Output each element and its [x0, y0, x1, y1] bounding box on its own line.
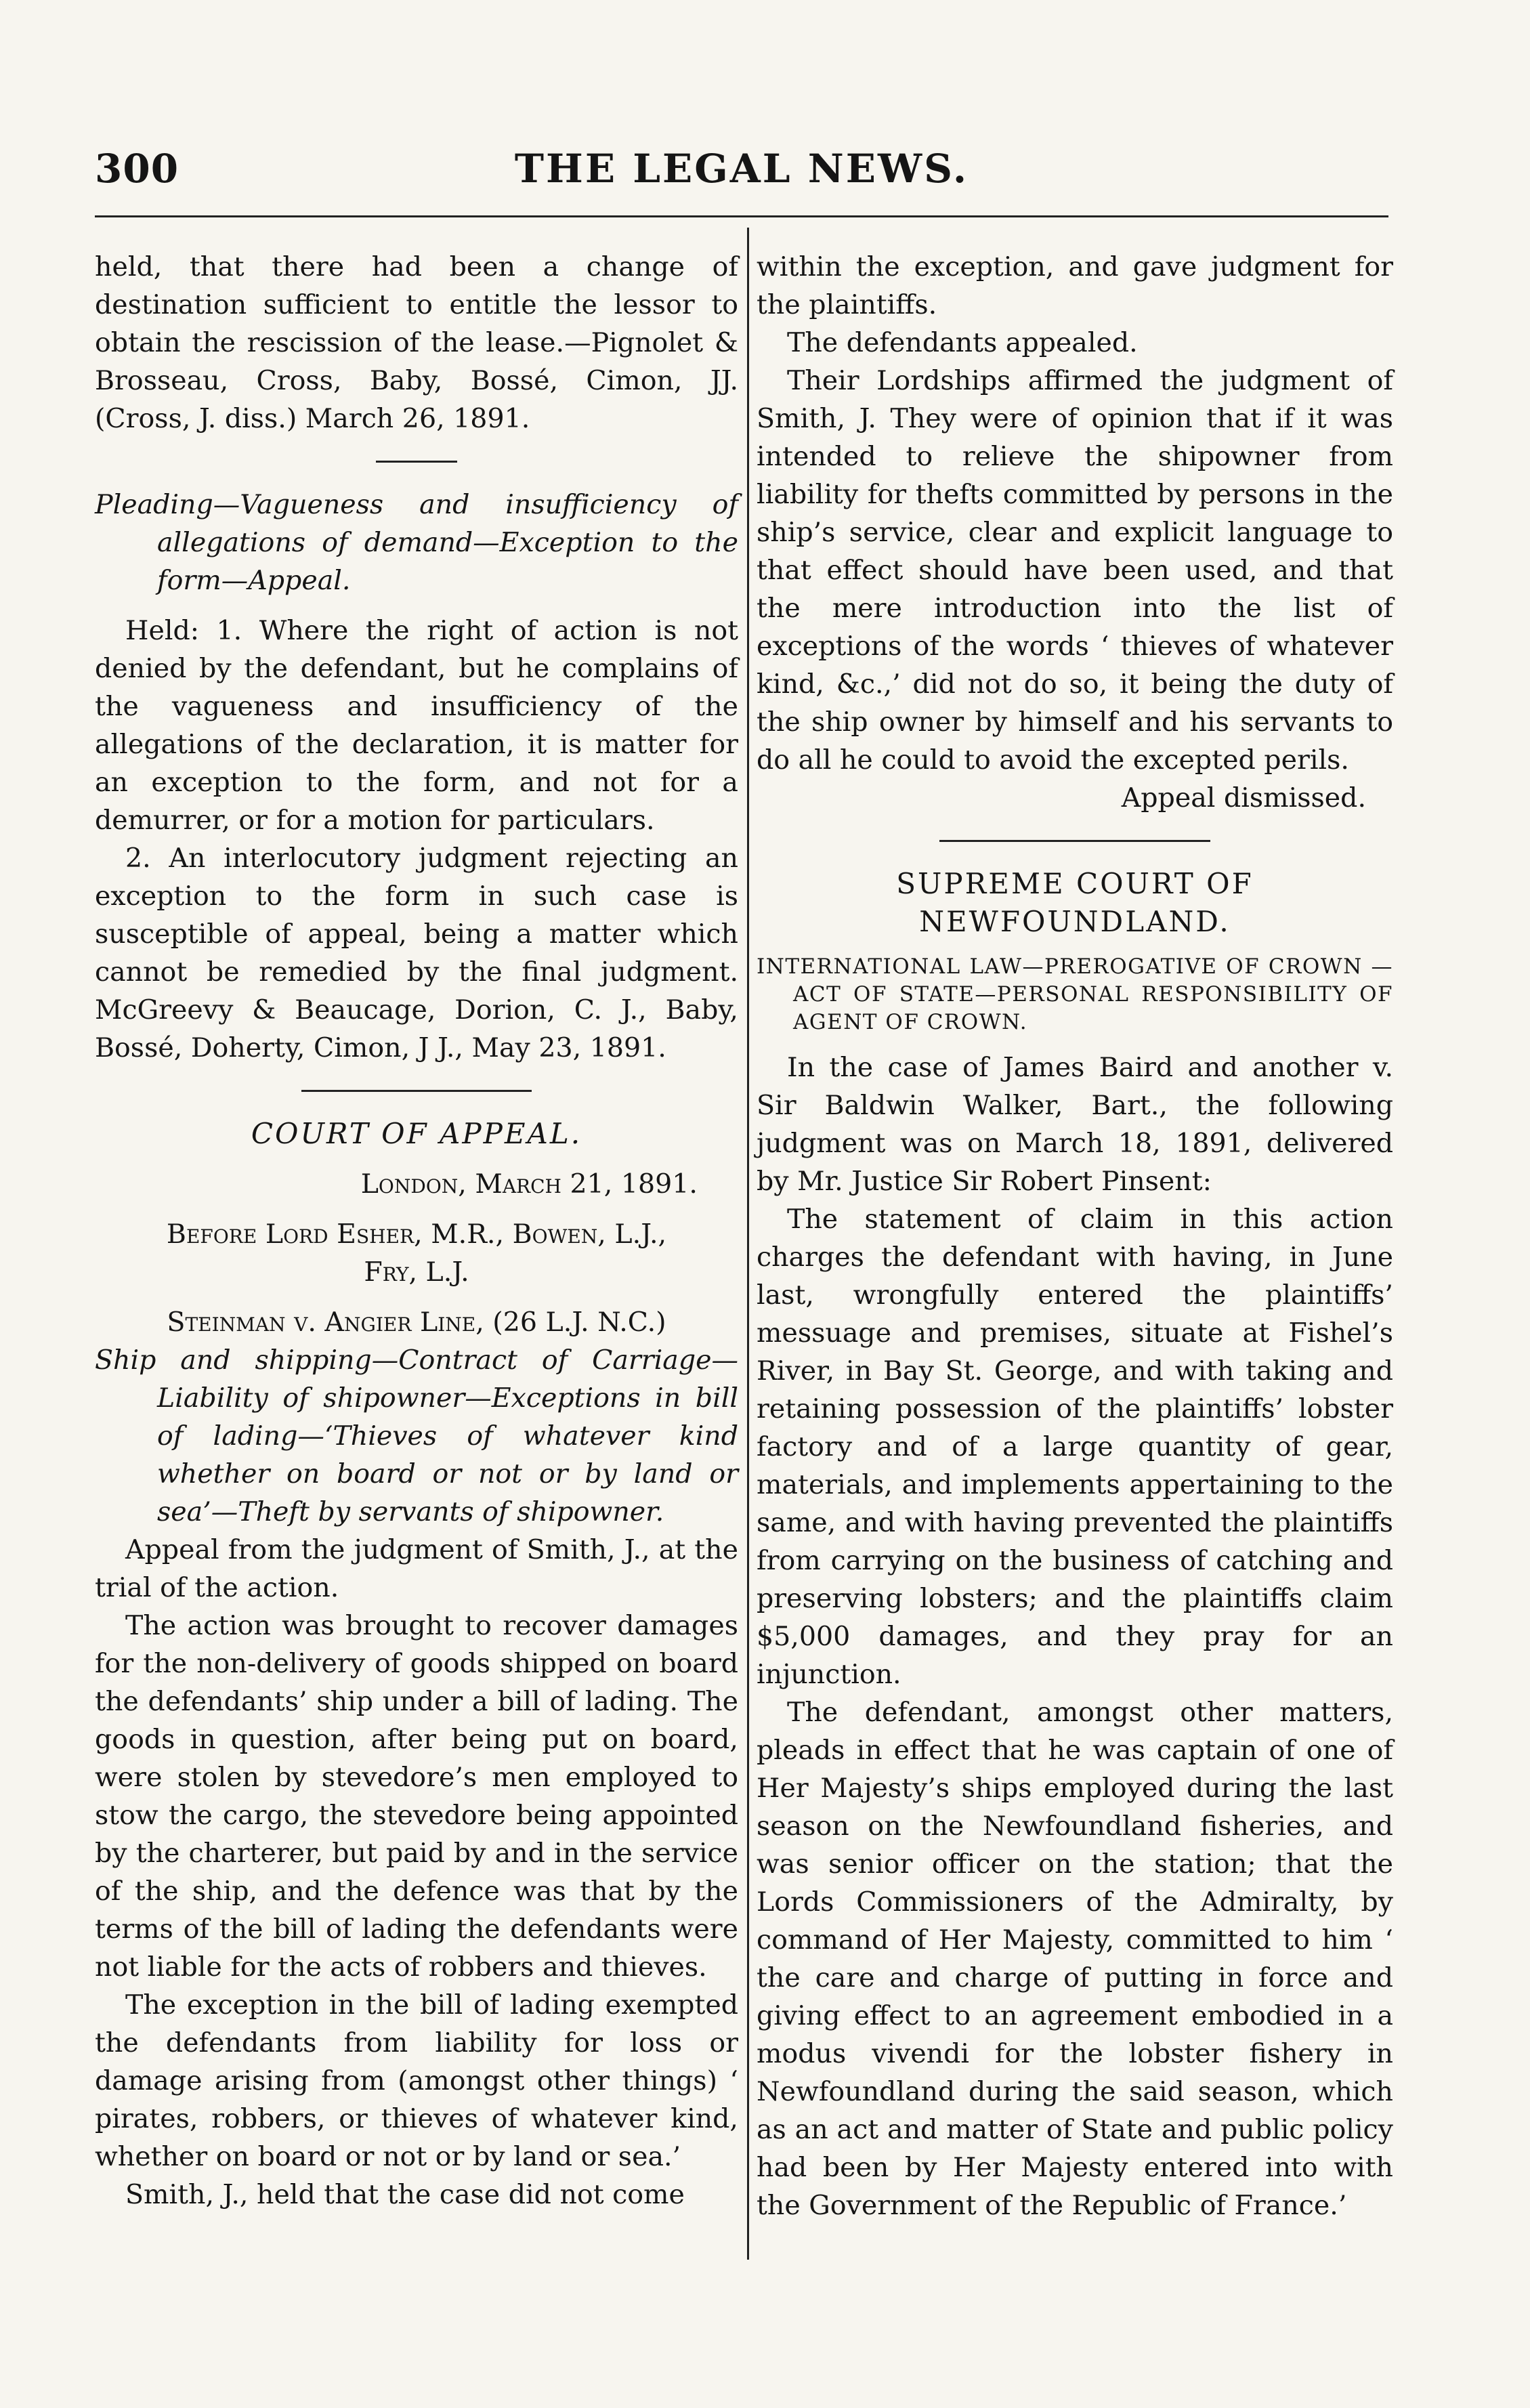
held-point-2: 2. An interlocutory judgment rejecting an exception to the form in such case is susceptible of appeal, being a matter which cannot be remedied by the final judgment. McGreevy & Beaucage, Dorion, C. J., Baby, Bossé, Doherty, Cimon, J J., May 23, 1891.: [95, 843, 738, 1063]
dateline: London, March 21, 1891.: [360, 1168, 698, 1200]
appealed-line: The defendants appealed.: [787, 327, 1138, 358]
running-title: THE LEGAL NEWS.: [514, 146, 969, 192]
subject-heading: INTERNATIONAL LAW—PREROGATIVE OF CROWN —ACT OF STATE—PERSONAL RESPONSIBILITY OF AGENT OF CROWN.: [757, 954, 1393, 1034]
column-divider: [747, 228, 749, 2260]
court-heading-appeal: COURT OF APPEAL.: [251, 1117, 582, 1150]
page-header: [95, 139, 1388, 200]
statement-paragraph: The statement of claim in this action charges the defendant with having, in June last, wrongfully entered the plaintiffs’ messuage and premises, situate at Fishel’s River, in Bay St. George, and with taking and retaining possession of the plaintiffs’ lobster factory and of a large quantity of gear, materials, and implements appertaining to the same, and with having prevented the plaintiffs from carrying on the business of catching and preserving lobsters; and the plaintiffs claim $5,000 damages, and they pray for an injunction.: [757, 1204, 1393, 1690]
right-column: [757, 248, 1393, 2224]
appeal-paragraph: Appeal from the judgment of Smith, J., at the trial of the action.: [95, 1534, 738, 1603]
action-paragraph: The action was brought to recover damages for the non-delivery of goods shipped on board the defendants’ ship under a bill of lading. The goods in question, after being put on board, were stolen by stevedore’s men employed to stow the cargo, the stevedore being appointed by the charterer, but paid by and in the service of the ship, and the defence was that by the terms of the bill of lading the defendants were not liable for the acts of robbers and thieves.: [95, 1610, 738, 1983]
case-intro: In the case of James Baird and another v. Sir Baldwin Walker, Bart., the following judgment was on March 18, 1891, delivered by Mr. Justice Sir Robert Pinsent:: [757, 1052, 1393, 1197]
rubric-shipping: Ship and shipping—Contract of Carriage—Liability of shipowner—Exceptions in bill of lading—‘Thieves of whatever kind whether on board or not or by land or sea’—Theft by servants of shipowner.: [95, 1345, 738, 1527]
appeal-dismissed: Appeal dismissed.: [1121, 782, 1366, 814]
exception-paragraph: The exception in the bill of lading exempted the defendants from liability for loss or damage arising from (amongst other things) ‘ pirates, robbers, or thieves of whatever kind, whether on board or not or by land or sea.’: [95, 1989, 738, 2172]
smith-paragraph: Smith, J., held that the case did not come: [125, 2179, 685, 2210]
page-number: 300: [95, 146, 179, 192]
lordships-paragraph: Their Lordships affirmed the judgment of Smith, J. They were of opinion that if it was intended to relieve the shipowner from liability for thefts committed by persons in the ship’s service, clear and explicit language to that effect should have been used, and that the mere introduction into the list of exceptions of the words ‘ thieves of whatever kind, &c.,’ did not do so, it being the duty of the ship owner by himself and his servants to do all he could to avoid the excepted perils.: [757, 365, 1393, 776]
header-rule: [95, 215, 1388, 217]
right-continuation: within the exception, and gave judgment for the plaintiffs.: [757, 251, 1393, 320]
rubric-pleading: Pleading—Vagueness and insufficiency of allegations of demand—Exception to the form—Appeal.: [95, 489, 738, 596]
left-column: [95, 248, 738, 2214]
held-point-1: Held: 1. Where the right of action is not denied by the defendant, but he complains of the vagueness and insufficiency of the allegations of the declaration, it is matter for an exception to the form, and not for a demurrer, or for a motion for particulars.: [95, 615, 738, 836]
left-paragraph-continuation: held, that there had been a change of destination sufficient to entitle the lessor to obtain the rescission of the lease.—Pignolet & Brosseau, Cross, Baby, Bossé, Cimon, JJ. (Cross, J. diss.) March 26, 1891.: [95, 251, 738, 434]
defendant-paragraph: The defendant, amongst other matters, pleads in effect that he was captain of one of Her Majesty’s ships employed during the last season on the Newfoundland fisheries, and was senior officer on the station; that the Lords Commissioners of the Admiralty, by command of Her Majesty, committed to him ‘ the care and charge of putting in force and giving effect to an agreement embodied in a modus vivendi for the lobster fishery in Newfoundland during the said season, which as an act and matter of State and public policy had been by Her Majesty entered into with the Government of the Republic of France.’: [757, 1697, 1393, 2221]
court-heading-newfoundland: SUPREME COURT OF NEWFOUNDLAND.: [896, 867, 1254, 938]
case-name: Steinman v. Angier Line, (26 L.J. N.C.): [167, 1307, 666, 1338]
bench: Before Lord Esher, M.R., Bowen, L.J., Fry, L.J.: [166, 1219, 667, 1288]
